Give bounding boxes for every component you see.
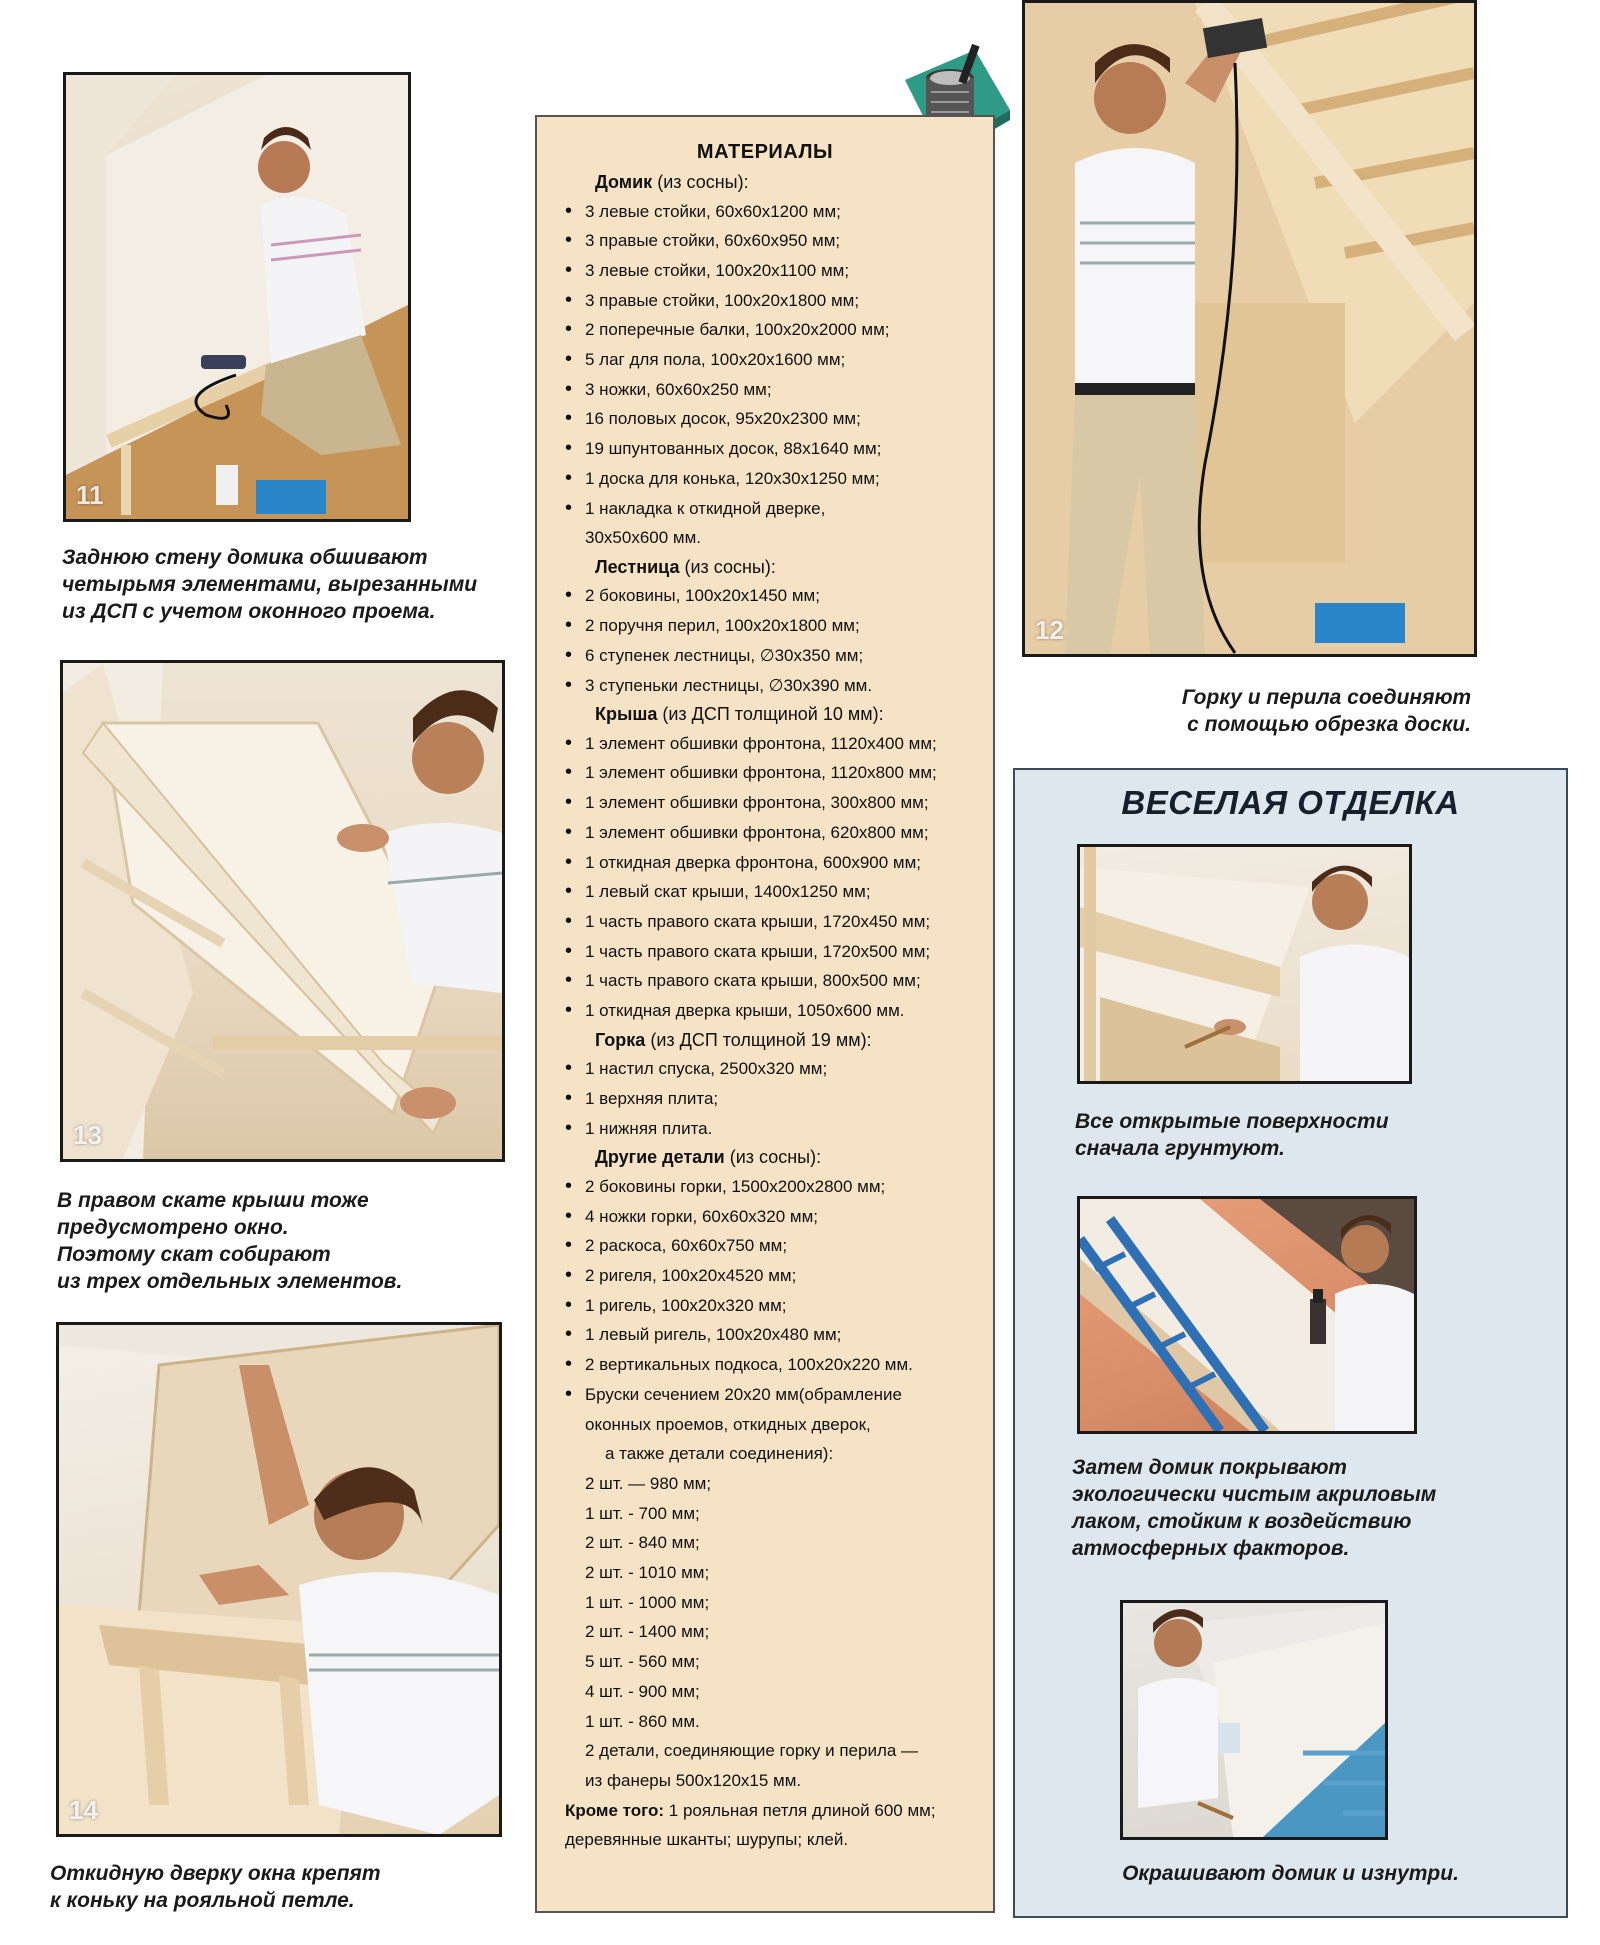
list-item: • 4 ножки горки, 60х60х320 мм; [555,1202,975,1232]
photo-number: 11 [76,480,104,510]
list-item: • 3 правые стойки, 100х20х1800 мм; [555,286,975,316]
list-item: • 1 часть правого ската крыши, 1720х450 мм; [555,907,975,937]
joints-line: из фанеры 500х120х15 мм. [585,1770,802,1790]
list-item: • 19 шпунтованных досок, 88х1640 мм; [555,434,975,464]
bar-item: 2 шт. - 1400 мм; [585,1622,710,1642]
bar-item: 5 шт. - 560 мм; [585,1652,700,1672]
fun-panel-title: ВЕСЕЛАЯ ОТДЕЛКА [1121,784,1460,821]
photo-number: 13 [73,1120,102,1150]
photo-number: 12 [1035,615,1064,645]
list-item: • 1 откидная дверка фронтона, 600х900 мм; [555,848,975,878]
photo-11-illustration [66,75,408,519]
materials-roof-list [555,729,975,1026]
bars-text-line: а также детали соединения): [605,1444,834,1464]
photo-12-illustration [1025,3,1474,654]
list-item: • 1 элемент обшивки фронтона, 1120х800 мм; [555,758,975,788]
caption-photo-12: Горку и перила соединяют с помощью обрезка доски. [1181,686,1471,736]
fun-photo-1-illustration [1080,847,1409,1081]
list-item: • 1 откидная дверка крыши, 1050х600 мм. [555,996,975,1026]
fun-photo-2 [1077,1196,1417,1434]
list-item: • 2 поручня перил, 100х20х1800 мм; [555,611,975,641]
list-item: • 2 раскоса, 60х60х750 мм; [555,1231,975,1261]
photo-14 [56,1322,502,1837]
list-item: • 1 элемент обшивки фронтона, 300х800 мм; [555,788,975,818]
list-item: • 6 ступенек лестницы, ∅30х350 мм; [555,641,975,671]
caption-photo-11: Заднюю стену домика обшивают четырьмя элементами, вырезанными из ДСП с учетом оконного проема. [62,546,478,623]
fun-photo-1 [1077,844,1412,1084]
fun-finish-panel [1013,768,1568,1918]
bar-item: 2 шт. - 840 мм; [585,1533,700,1553]
materials-house-list [555,197,975,524]
materials-slide-list [555,1054,975,1143]
list-item: • 1 накладка к откидной дверке, [555,494,975,524]
materials-other-heading: Другие детали (из сосны): [595,1147,822,1168]
fun-caption-3: Окрашивают домик и изнутри. [1122,1862,1459,1885]
photo-11 [63,72,411,522]
list-item: • 3 левые стойки, 60х60х1200 мм; [555,197,975,227]
list-item: • 2 поперечные балки, 100х20х2000 мм; [555,315,975,345]
list-continuation: 30х50х600 мм. [585,528,702,548]
joints-line: 2 детали, соединяющие горку и перила — [585,1741,919,1761]
fun-caption-1: Все открытые поверхности сначала грунтуют. [1075,1110,1389,1160]
photo-number: 14 [69,1795,98,1825]
caption-photo-13: В правом скате крыши тоже предусмотрено окно. Поэтому скат собирают из трех отдельных элементов. [57,1189,403,1293]
materials-panel [535,115,995,1913]
materials-house-heading: Домик (из сосны): [595,172,749,192]
list-item: • 1 часть правого ската крыши, 800х500 мм; [555,966,975,996]
list-item: • 5 лаг для пола, 100х20х1600 мм; [555,345,975,375]
list-item: • 2 вертикальных подкоса, 100х20х220 мм. [555,1350,975,1380]
list-item: • 3 левые стойки, 100х20х1100 мм; [555,256,975,286]
list-item: • 1 нижняя плита. [555,1114,975,1144]
list-item: • 3 ступеньки лестницы, ∅30х390 мм. [555,671,975,701]
fun-photo-3 [1120,1600,1388,1840]
materials-ladder-heading: Лестница (из сосны): [595,556,776,577]
bar-item: 2 шт. - 1010 мм; [585,1563,710,1583]
list-item: • 1 настил спуска, 2500х320 мм; [555,1054,975,1084]
bar-item: 2 шт. — 980 мм; [585,1473,712,1493]
materials-extra: Кроме того: 1 рояльная петля длиной 600 мм; [565,1800,936,1820]
photo-14-illustration [59,1325,499,1834]
list-item: • 1 левый ригель, 100х20х480 мм; [555,1320,975,1350]
list-item: • 1 часть правого ската крыши, 1720х500 мм; [555,937,975,967]
list-item: • Бруски сечением 20х20 мм(обрамление [555,1380,975,1410]
bar-item: 1 шт. - 700 мм; [585,1503,700,1523]
photo-13 [60,660,505,1162]
materials-ladder-list [555,581,975,700]
list-item: • 1 элемент обшивки фронтона, 620х800 мм; [555,818,975,848]
bar-item: 1 шт. - 1000 мм; [585,1592,710,1612]
bar-item: 4 шт. - 900 мм; [585,1681,700,1701]
bar-item: 1 шт. - 860 мм. [585,1711,700,1731]
list-item: • 3 ножки, 60х60х250 мм; [555,375,975,405]
materials-roof-heading: Крыша (из ДСП толщиной 10 мм): [595,704,884,725]
caption-photo-14: Откидную дверку окна крепят к коньку на рояльной петле. [50,1862,381,1912]
list-item: • 1 левый скат крыши, 1400х1250 мм; [555,877,975,907]
materials-other-list [555,1172,975,1410]
list-item: • 16 половых досок, 95х20х2300 мм; [555,404,975,434]
fun-caption-2: Затем домик покрывают экологически чистым акриловым лаком, стойким к воздействию атмосферных факторов. [1072,1456,1437,1560]
list-item: • 2 ригеля, 100х20х4520 мм; [555,1261,975,1291]
list-item: • 2 боковины, 100х20х1450 мм; [555,581,975,611]
materials-title: МАТЕРИАЛЫ [696,141,834,163]
fun-photo-3-illustration [1123,1603,1385,1837]
list-item: • 1 верхняя плита; [555,1084,975,1114]
photo-12 [1022,0,1477,657]
materials-extra-line2: деревянные шканты; шурупы; клей. [565,1830,849,1850]
fun-photo-2-illustration [1080,1199,1414,1431]
photo-13-illustration [63,663,502,1159]
materials-slide-heading: Горка (из ДСП толщиной 19 мм): [595,1029,872,1050]
list-item: • 1 ригель, 100х20х320 мм; [555,1291,975,1321]
list-item: • 3 правые стойки, 60х60х950 мм; [555,226,975,256]
bars-text-line: оконных проемов, откидных дверок, [585,1414,871,1434]
list-item: • 2 боковины горки, 1500х200х2800 мм; [555,1172,975,1202]
list-item: • 1 элемент обшивки фронтона, 1120х400 мм; [555,729,975,759]
list-item: • 1 доска для конька, 120х30х1250 мм; [555,464,975,494]
